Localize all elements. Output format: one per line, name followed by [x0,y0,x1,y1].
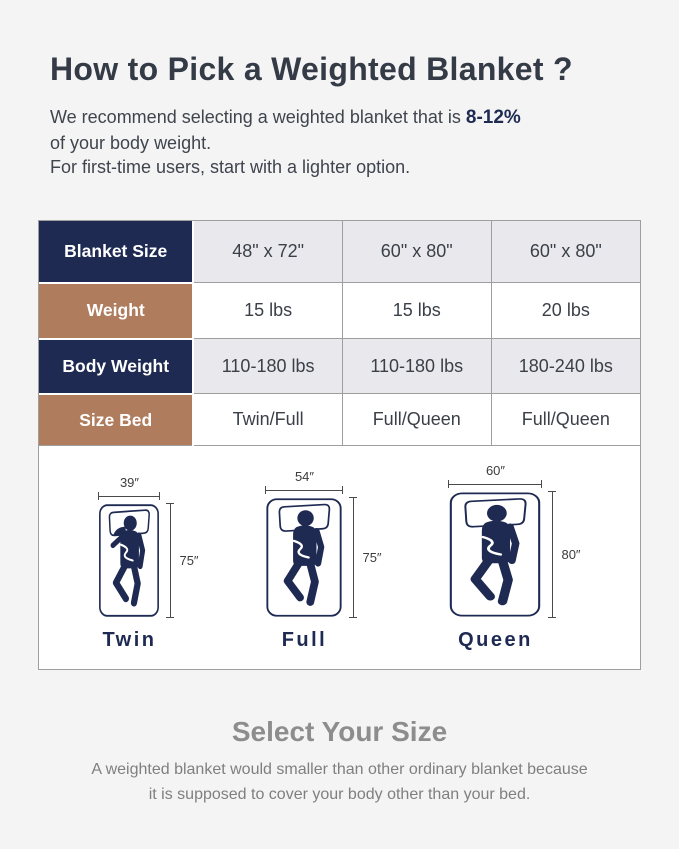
bed-height-label: 75″ [362,550,382,566]
row-header-body-weight: Body Weight [39,339,193,394]
size-comparison-table [39,221,640,447]
height-dimension-full [349,497,381,618]
width-dimension-line [448,480,542,488]
row-header-blanket-size: Blanket Size [39,221,193,283]
bed-figure-queen [448,463,580,652]
height-dimension-line [548,491,556,618]
table-cell: 15 lbs [193,283,342,339]
table-cell: 20 lbs [491,283,640,339]
size-chart-board [38,220,641,671]
table-cell: 48" x 72" [193,221,342,283]
description-line-2: it is supposed to cover your body other than your bed. [148,786,531,804]
table-cell: Full/Queen [491,394,640,446]
select-size-description [40,758,639,808]
table-row-size-bed [39,394,640,446]
row-header-weight: Weight [39,283,193,339]
height-dimension-line [349,497,357,618]
bed-height-label: 80″ [561,547,581,563]
width-dimension-full [265,469,343,494]
bed-illustration-queen [448,491,542,618]
table-row-weight [39,283,640,339]
intro-line-3: For first-time users, start with a lighter option. [50,157,411,178]
table-cell: 110-180 lbs [342,339,491,394]
bed-width-label: 60″ [485,463,505,479]
height-dimension-queen [548,491,580,618]
table-cell: 110-180 lbs [193,339,342,394]
intro-line-2: of your body weight. [50,133,212,154]
intro-line-1 [50,105,629,131]
intro-text [50,105,629,180]
bed-illustration-twin [98,503,160,618]
description-line-1: A weighted blanket would smaller than other ordinary blanket because [91,761,588,779]
bed-name-label: Queen [458,629,533,652]
width-dimension-queen [448,463,542,488]
width-dimension-twin [98,475,160,500]
height-dimension-line [166,503,174,618]
bed-figure-twin [98,475,198,652]
table-cell: 60" x 80" [342,221,491,283]
intro-line-1-text: We recommend selecting a weighted blanket that is [50,107,466,128]
height-dimension-twin [166,503,198,618]
page-title: How to Pick a Weighted Blanket ? [50,51,573,87]
bed-figure-full [265,469,381,652]
row-header-size-bed: Size Bed [39,394,193,446]
intro-highlight-percentage: 8-12% [465,107,521,129]
table-cell: 180-240 lbs [491,339,640,394]
table-cell: Twin/Full [193,394,342,446]
select-size-heading: Select Your Size [231,716,448,748]
table-cell: Full/Queen [342,394,491,446]
bed-width-label: 54″ [294,469,314,485]
bed-height-label: 75″ [179,553,199,569]
table-cell: 15 lbs [342,283,491,339]
table-row-blanket-size [39,221,640,283]
bed-size-diagrams [39,446,640,669]
bed-name-label: Twin [102,629,157,652]
width-dimension-line [98,492,160,500]
table-row-body-weight [39,339,640,394]
bed-illustration-full [265,497,343,618]
bed-name-label: Full [281,629,328,652]
bed-width-label: 39″ [119,475,139,491]
table-cell: 60" x 80" [491,221,640,283]
width-dimension-line [265,486,343,494]
